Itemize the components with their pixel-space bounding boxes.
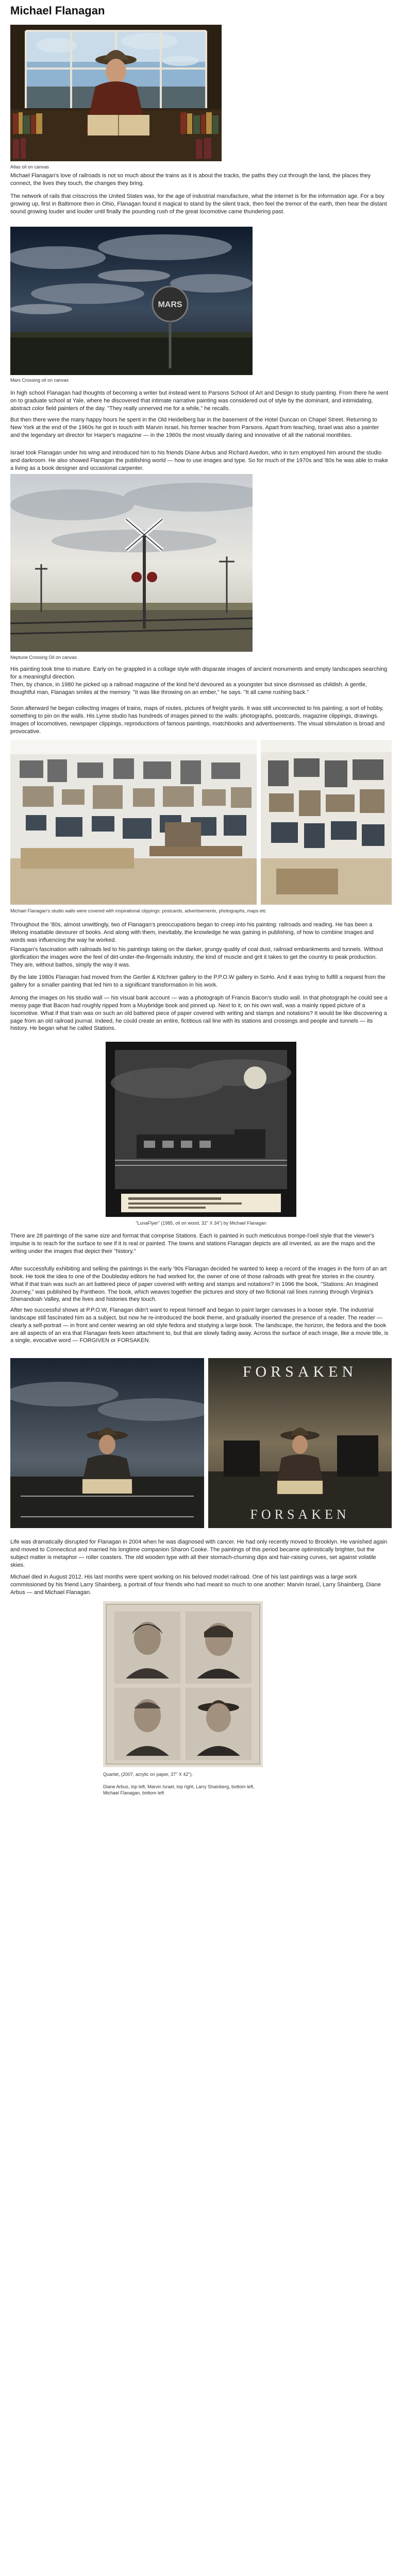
neptune-crossing-painting-image xyxy=(10,474,253,652)
lunaflyer-painting-image xyxy=(106,1042,296,1217)
paragraph-17: Michael died in August 2012. His last months were spent working on his beloved model railroad. One of his last paintings was a large work commissioned by his friend Larry Shainberg, a portrait of four friends who had meant so much to one another: Marvin Israel, Larry Shainberg, Diane Arbus — and Michael Flanagan. xyxy=(10,1574,381,1596)
paragraph-15: After two successful shows at P.P.O.W, Flanagan didn't want to repeat himself and began to paint larger canvases in a looser style. The industrial landscape still fascinated him as a subject, but now he re-introduced the book theme, and gradually inserted the presence of a reader. The reader — clearly a self-portrait — in front and center wearing an old style fedora and studying a large book. The landscape, the horizon, the fedora and the book are all aspects of an era that Flanagan feels keen attachment to, but that are slowly fading away. Across the surface of each image, like a movie title, is a single, evocative word — FORGIVEN or FORSAKEN. xyxy=(10,1307,389,1344)
studio-wall-photo-right xyxy=(261,740,392,905)
quartet-caption-names: Diane Arbus, top left, Marvin Israel, top right, Larry Shainberg, bottom left, Michael Flanagan, bottom left xyxy=(103,1784,255,1796)
paragraph-4: But then there were the many happy hours he spent in the Old Heidelberg bar in the basement of the Hotel Duncan on Chapel Street. Returning to New York at the end of the 1960s he got in touch with Marvin Israel, his former teacher from Parsons. Apart from teaching, Israel was also a painter and the legendary art director for Harper's magazine — in the 1960s the most visually daring and innovative of all the national monthlies. xyxy=(10,417,379,438)
paragraph-13: There are 28 paintings of the same size and format that comprise Stations. Each is painted in such meticulous trompe-l'oeil style that the viewer's impulse is to reach for the surface to see if it is real or painted. The towns and stations Flanagan depicts are all invented, as are the maps and the writing under the images that depict their "history." xyxy=(10,1233,375,1255)
forgiven-painting-image xyxy=(10,1358,204,1528)
paragraph-12: Among the images on his studio wall — his visual bank account — was a photograph of Francis Bacon's studio wall. In that photograph he could see a messy page that Bacon had roughly ripped from a Muybridge book and pinned up. Next to it, on his own wall, was a mainly ripped picture of a locomotive. What if that train was on such an old battered piece of paper covered with writing and stamps and notations? It would be like discovering a page from an old railroad journal. Indeed, he could create an entire, fictitious rail line with its stations and crossings and people and tunnels — its history. He began what he called Stations. xyxy=(10,995,388,1032)
lunaflyer-caption: "LunaFlyer" (1985, oil on wood, 32" X 34") by Michael Flanagan xyxy=(136,1221,266,1226)
mars-crossing-painting-image xyxy=(10,227,253,375)
quartet-caption-title: Quartet, (2007, acrylic on paper, 37" X 42"). xyxy=(103,1772,193,1777)
studio-wall-photo-left xyxy=(10,740,257,905)
paragraph-3: In high school Flanagan had thoughts of becoming a writer but instead went to Parsons School of Art and Design to study painting. From there he went on to graduate school at Yale, where he discovered that intimate narrative painting was considered out of style by the dominant, and intimidating, abstract color field painters of the day. "They really unnerved me for a while," he recalls. xyxy=(10,390,389,412)
neptune-caption: Neptune Crossing Oil on canvas xyxy=(10,655,77,660)
studio-caption: Michael Flanagan's studio walls were covered with inspirational clippings: postcards, advertisements, photographs, maps etc xyxy=(10,908,266,913)
paragraph-11: By the late 1980s Flanagan had moved from the Gertler & Kitchner gallery to the P.P.O.W gallery in SoHo. And it was trying to fulfill a request from the gallery for a smaller painting that led him to a significant transformation in his work. xyxy=(10,974,386,988)
forsaken-subtitle-text: FORSAKEN xyxy=(250,1507,350,1522)
paragraph-7: Then, by chance, in 1980 he picked up a railroad magazine of the kind he'd devoured as a youngster but since dismissed as childish. A gentle, thoughtful man, Flanagan smiles at the memory. "It was like throwing on an ember," he says. "It all came rushing back." xyxy=(10,682,367,696)
paragraph-2: The network of rails that crisscross the United States was, for the age of industrial manufacture, what the internet is for the information age. For a boy growing up, first in Baltimore then in Ohio, Flanagan found it magical to stand by the silent track, then feel the tremor of the earth, then hear the distant sound growing louder and louder until finally the pounding rush of the great locomotive came thundering past. xyxy=(10,193,387,215)
paragraph-10: Flanagan's fascination with railroads led to his paintings taking on the darker, grungy quality of coal dust, railroad embankments and tunnels. Without glorification the images wore the feel of dirt-under-the-fingernails industry, the kind of muscle and grit it takes to get the country to peak production. They are, without bathos, simply the way it was. xyxy=(10,946,383,968)
forsaken-title-text: FORSAKEN xyxy=(242,1363,358,1380)
atlas-caption: Atlas oil on canvas xyxy=(10,164,49,170)
paragraph-8: Soon afterward he began collecting images of trains, maps of routes, pictures of freight yards. It was still unconnected to his painting; a sort of hobby, something to pin on the walls. His Lyme studio has hundreds of images pinned to the walls: photographs, postcards, magazine clippings, drawings. Images of locomotives, newspaper clippings, reproductions of famous paintings, matchbooks and advertisements. The visual stimulation is broad and provocative. xyxy=(10,705,385,735)
forsaken-painting-image xyxy=(208,1358,392,1528)
mars-sign-text: MARS xyxy=(158,300,182,309)
paragraph-5: Israel took Flanagan under his wing and introduced him to his friends Diane Arbus and Richard Avedon, who in turn employed him around the studio and darkroom. He also showed Flanagan the publishing world — how to use images and type. So for much of the 1970s and '80s he was able to make a living as a book designer and occasional carpenter. xyxy=(10,450,388,471)
paragraph-6: His painting took time to mature. Early on he grappled in a collage style with disparate images of ancient monuments and empty landscapes searching for a meaningful direction. xyxy=(10,666,388,680)
paragraph-9: Throughout the '80s, almost unwittingly, two of Flanagan's preoccupations began to creep into his painting: railroads and reading. He has been a lifelong insatiable devourer of books. And along with them, inevitably, the knowledge he was gaining in publishing, of how to combine images and words was influencing the way he worked. xyxy=(10,922,374,943)
quartet-painting-image xyxy=(103,1601,263,1767)
paragraph-16: Life was dramatically disrupted for Flanagan in 2004 when he was diagnosed with cancer. He had only recently moved to Brooklyn. He vanished again and moved to Connecticut and married his longtime companion Sharon Cooke. The paintings of this period became optimistically brighter, but the subject matter is metaphor — roller coasters. The old wooden type with all their stomach-churning dips and hair-raising curves, set against volatile skies. xyxy=(10,1539,388,1568)
paragraph-14: After successfully exhibiting and selling the paintings in the early '90s Flanagan decided he wanted to keep a record of the images in the form of an art book. He took the idea to one of the Doubleday editors he had worked for, the owner of one of those railroads with great fire stories in the country. What if that train was such an art battered piece of paper covered with writing and stamps and notations? In 1996 the book, "Stations: An Imagined Journey," was published by Pantheon. The book, which weaves together the pictures and story of two fictional rail lines running through Virginia's Shenandoah Valley, and the lives and histories they touch. xyxy=(10,1266,387,1303)
mars-caption: Mars Crossing oil on canvas xyxy=(10,378,69,383)
atlas-painting-image xyxy=(10,25,222,161)
page-title: Michael Flanagan xyxy=(10,4,105,17)
paragraph-1: Michael Flanagan's love of railroads is not so much about the trains as it is about the tracks, the paths they cut through the land, the places they connect, the lives they touch, the changes they bring. xyxy=(10,173,371,187)
